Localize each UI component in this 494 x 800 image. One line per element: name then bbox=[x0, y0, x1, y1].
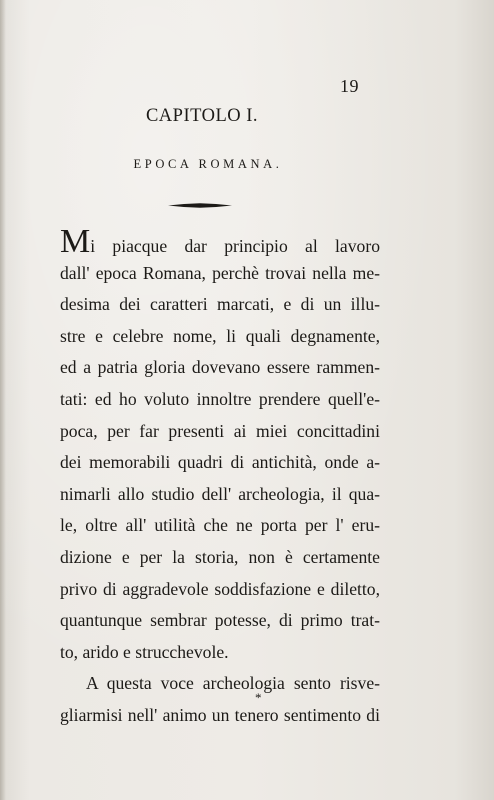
text-line: stre e celebre nome, li quali degnamente, bbox=[60, 325, 380, 346]
page-number: 19 bbox=[340, 76, 359, 96]
text-line: dall' epoca Romana, perchè trovai nella me- bbox=[60, 262, 380, 283]
text-line: privo di aggradevole soddisfazione e diletto, bbox=[60, 578, 380, 599]
text-line: A questa voce archeologia sento risve- bbox=[86, 673, 380, 694]
signature-mark: * bbox=[255, 690, 262, 705]
body-text bbox=[60, 223, 380, 732]
text-line: dei memorabili quadri di antichità, onde a- bbox=[60, 452, 380, 473]
text-line: ed a patria gloria dovevano essere rammen- bbox=[60, 357, 380, 378]
text-line: le, oltre all' utilità che ne porta per l' eru- bbox=[60, 515, 380, 536]
text-line: dizione e per la storia, non è certamente bbox=[60, 546, 380, 567]
text-line: desima dei caratteri marcati, e di un illu- bbox=[60, 294, 380, 315]
drop-cap: M bbox=[60, 223, 90, 260]
text-line: gliarmisi nell' animo un tenero sentimento di bbox=[60, 704, 380, 725]
text-line: Mi piacque dar principio al lavoro bbox=[60, 223, 380, 260]
chapter-title bbox=[0, 106, 404, 127]
chapter-subtitle: EPOCA ROMANA. bbox=[133, 157, 283, 171]
ornamental-rule bbox=[168, 202, 232, 209]
text-line: poca, per far presenti ai miei concittadini bbox=[60, 420, 380, 441]
chapter-title-text: CAPITOLO I. bbox=[145, 106, 259, 126]
text-line: tati: ed ho voluto innoltre prendere quell'e- bbox=[60, 388, 380, 409]
text-line: nimarli allo studio dell' archeologia, il qua- bbox=[60, 483, 380, 504]
text-line: quantunque sembrar potesse, di primo trat- bbox=[60, 610, 380, 631]
text-line: to, arido e strucchevole. bbox=[60, 641, 229, 662]
